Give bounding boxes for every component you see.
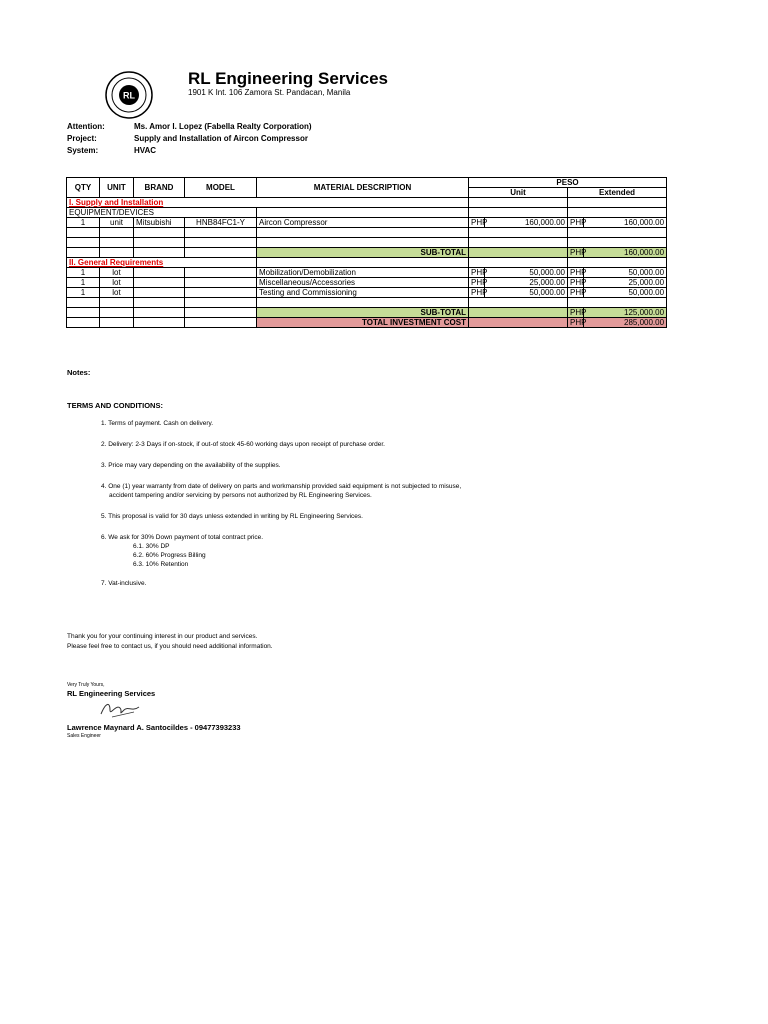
company-name: RL Engineering Services bbox=[188, 69, 388, 88]
model-header: MODEL bbox=[185, 178, 257, 198]
company-address: 1901 K Int. 106 Zamora St. Pandacan, Manila bbox=[188, 88, 351, 97]
term-item: 7. Vat-inclusive. bbox=[101, 580, 147, 587]
term-item-line: 4. One (1) year warranty from date of delivery on parts and workmanship provided said equipment is not subjected to misuse, bbox=[101, 483, 462, 490]
signature-company: RL Engineering Services bbox=[67, 689, 156, 698]
term-item: 5. This proposal is valid for 30 days unless extended in writing by RL Engineering Services. bbox=[101, 513, 363, 520]
currency-cell: PHP bbox=[469, 288, 485, 298]
qty-header: QTY bbox=[67, 178, 100, 198]
currency-cell: PHP bbox=[568, 218, 584, 228]
unit-price-cell: 50,000.00 bbox=[485, 268, 568, 278]
client-info bbox=[67, 121, 312, 157]
brand-header: BRAND bbox=[134, 178, 185, 198]
term-item-line: accident tampering and/or servicing by persons not authorized by RL Engineering Services. bbox=[109, 492, 372, 499]
extended-cell: 50,000.00 bbox=[584, 288, 667, 298]
section-title-general: II. General Requirements bbox=[67, 258, 257, 268]
currency-cell: PHP bbox=[568, 308, 584, 318]
term-item bbox=[101, 482, 461, 500]
brand-cell: Mitsubishi bbox=[134, 218, 185, 228]
table-row bbox=[67, 278, 667, 288]
currency-cell: PHP bbox=[469, 278, 485, 288]
term-subitem: 6.1. 30% DP bbox=[133, 543, 170, 550]
currency-cell: PHP bbox=[568, 268, 584, 278]
description-header: MATERIAL DESCRIPTION bbox=[257, 178, 469, 198]
model-cell: HNB84FC1-Y bbox=[185, 218, 257, 228]
unit-price-cell: 160,000.00 bbox=[485, 218, 568, 228]
signer-role: Sales Engineer bbox=[67, 733, 101, 739]
description-cell: Miscellaneous/Accessories bbox=[257, 278, 469, 288]
description-cell: Mobilization/Demobilization bbox=[257, 268, 469, 278]
currency-cell: PHP bbox=[568, 318, 584, 328]
subtotal-amount: 160,000.00 bbox=[584, 248, 667, 258]
term-subitem: 6.2. 60% Progress Billing bbox=[133, 552, 206, 559]
qty-cell: 1 bbox=[67, 268, 100, 278]
currency-cell: PHP bbox=[469, 268, 485, 278]
subtotal-row bbox=[67, 308, 667, 318]
signer-name: Lawrence Maynard A. Santocildes - 09477393233 bbox=[67, 723, 241, 732]
unit-price-cell: 25,000.00 bbox=[485, 278, 568, 288]
system-value: HVAC bbox=[134, 146, 157, 155]
unit-cell: unit bbox=[100, 218, 134, 228]
notes-label: Notes: bbox=[67, 368, 91, 377]
company-logo bbox=[104, 70, 154, 120]
extended-cell: 160,000.00 bbox=[584, 218, 667, 228]
subtotal-label: SUB-TOTAL bbox=[257, 308, 469, 318]
term-item: 6. We ask for 30% Down payment of total contract price. bbox=[101, 534, 264, 541]
currency-cell: PHP bbox=[568, 288, 584, 298]
subtotal-amount: 125,000.00 bbox=[584, 308, 667, 318]
unit-cell: lot bbox=[100, 288, 134, 298]
peso-header: PESO bbox=[469, 178, 667, 188]
table-row bbox=[67, 208, 667, 218]
unit-price-header: Unit bbox=[469, 188, 568, 198]
terms-heading: TERMS AND CONDITIONS: bbox=[67, 401, 163, 410]
table-row bbox=[67, 288, 667, 298]
unit-cell: lot bbox=[100, 268, 134, 278]
table-row bbox=[67, 218, 667, 228]
description-cell: Aircon Compressor bbox=[257, 218, 469, 228]
attention-label: Attention: bbox=[67, 122, 105, 131]
svg-text:RL: RL bbox=[123, 90, 135, 101]
table-row bbox=[67, 268, 667, 278]
qty-cell: 1 bbox=[67, 288, 100, 298]
section-row bbox=[67, 258, 667, 268]
closing-message bbox=[67, 632, 273, 651]
total-label: TOTAL INVESTMENT COST bbox=[257, 318, 469, 328]
closing-line: Please feel free to contact us, if you should need additional information. bbox=[67, 642, 273, 650]
table-row bbox=[67, 238, 667, 248]
equipment-label: EQUIPMENT/DEVICES bbox=[67, 208, 257, 218]
subtotal-label: SUB-TOTAL bbox=[257, 248, 469, 258]
currency-cell: PHP bbox=[469, 218, 485, 228]
section-row bbox=[67, 198, 667, 208]
currency-cell: PHP bbox=[568, 248, 584, 258]
terms-list bbox=[101, 419, 461, 600]
extended-cell: 50,000.00 bbox=[584, 268, 667, 278]
qty-cell: 1 bbox=[67, 278, 100, 288]
table-row bbox=[67, 298, 667, 308]
term-item: 2. Delivery: 2-3 Days if on-stock, if out-of stock 45-60 working days upon receipt of purchase order. bbox=[101, 441, 385, 448]
table-row bbox=[67, 228, 667, 238]
unit-header: UNIT bbox=[100, 178, 134, 198]
term-subitem: 6.3. 10% Retention bbox=[133, 561, 189, 568]
section-title-supply: I. Supply and Installation bbox=[67, 198, 469, 208]
subtotal-row bbox=[67, 248, 667, 258]
very-truly-yours: Very Truly Yours, bbox=[67, 682, 105, 688]
signature-image bbox=[98, 698, 142, 720]
qty-cell: 1 bbox=[67, 218, 100, 228]
extended-cell: 25,000.00 bbox=[584, 278, 667, 288]
unit-cell: lot bbox=[100, 278, 134, 288]
description-cell: Testing and Commissioning bbox=[257, 288, 469, 298]
table-header-row bbox=[67, 178, 667, 188]
term-item: 1. Terms of payment. Cash on delivery. bbox=[101, 420, 214, 427]
currency-cell: PHP bbox=[568, 278, 584, 288]
term-item: 3. Price may vary depending on the availability of the supplies. bbox=[101, 462, 281, 469]
closing-line: Thank you for your continuing interest in our product and services. bbox=[67, 633, 258, 640]
attention-value: Ms. Amor I. Lopez (Fabella Realty Corporation) bbox=[134, 122, 312, 131]
system-label: System: bbox=[67, 146, 99, 155]
total-amount: 285,000.00 bbox=[584, 318, 667, 328]
total-row bbox=[67, 318, 667, 328]
quotation-table bbox=[66, 177, 667, 328]
unit-price-cell: 50,000.00 bbox=[485, 288, 568, 298]
extended-header: Extended bbox=[568, 188, 667, 198]
project-value: Supply and Installation of Aircon Compressor bbox=[134, 134, 308, 143]
project-label: Project: bbox=[67, 134, 97, 143]
